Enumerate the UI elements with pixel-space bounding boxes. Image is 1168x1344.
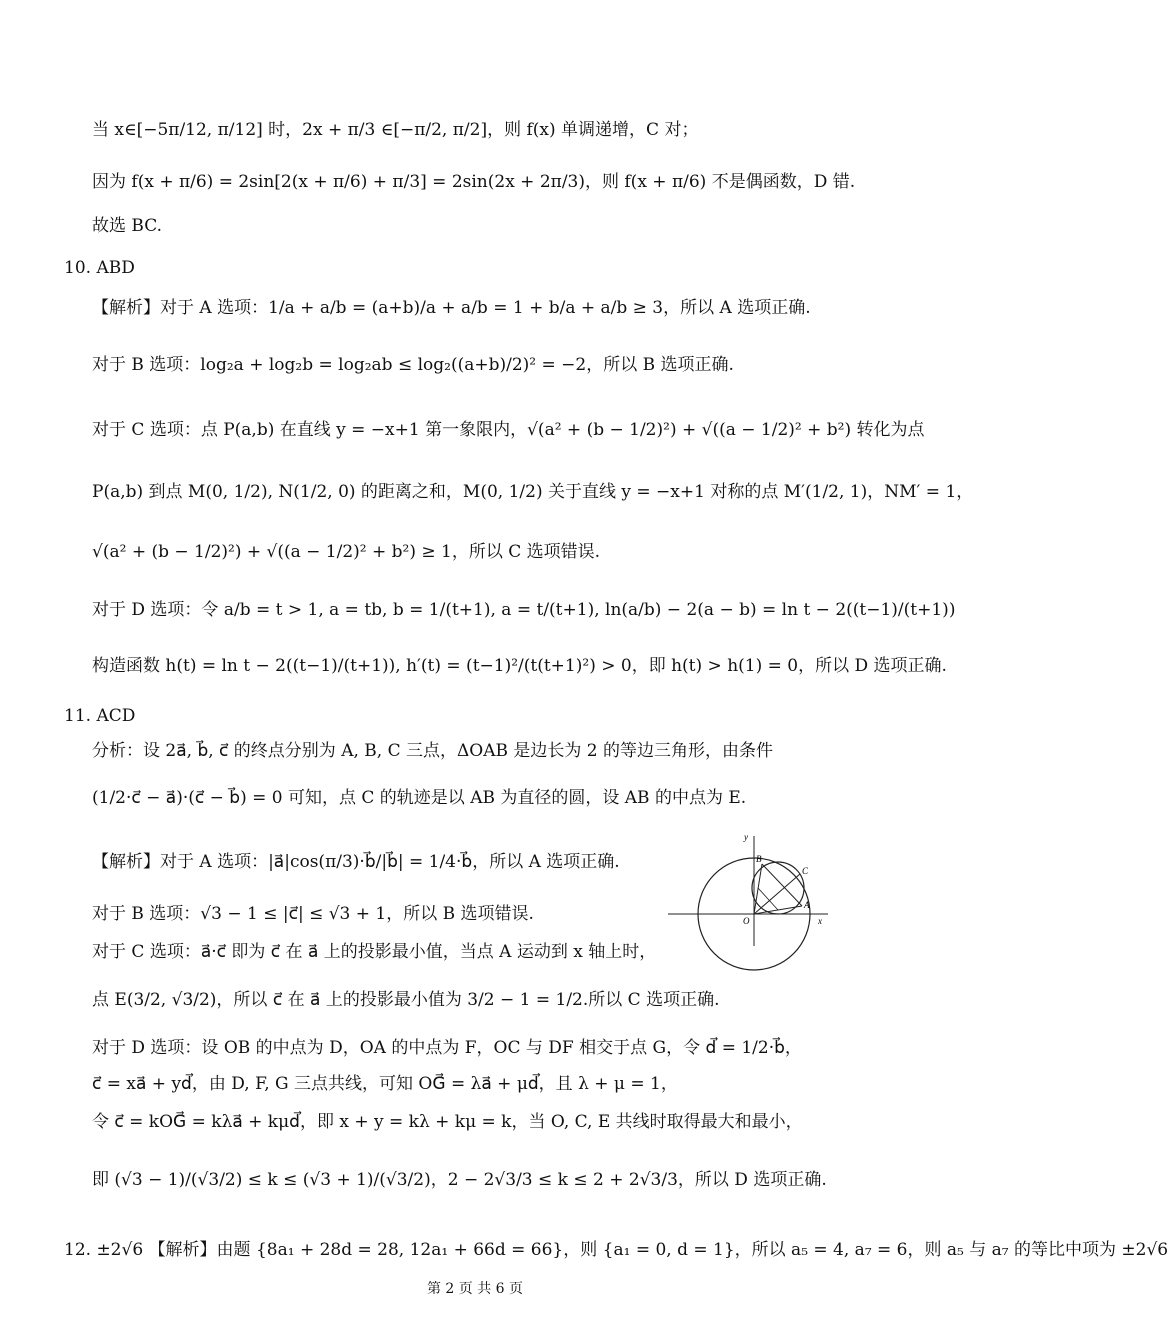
label-x: x (818, 916, 822, 926)
label-O: O (743, 916, 750, 926)
line-11-analysis2: (1/2·c⃗ − a⃗)·(c⃗ − b⃗) = 0 可知，点 C 的轨迹是以 AB 为直径的圆，设 AB 的中点为 E. (92, 788, 747, 808)
line-10-c1: 对于 C 选项：点 P(a,b) 在直线 y = −x+1 第一象限内，√(a² + (b − 1/2)²) + √((a − 1/2)² + b²) 转化为点 (92, 420, 925, 440)
line-11-c2: 点 E(3/2, √3/2)，所以 c⃗ 在 a⃗ 上的投影最小值为 3/2 − 1 = 1/2.所以 C 选项正确. (92, 990, 720, 1010)
line-10-d2: 构造函数 h(t) = ln t − 2((t−1)/(t+1)), h′(t) = (t−1)²/(t(t+1)²) > 0，即 h(t) > h(1) = 0，所以 D 选项正确. (92, 656, 947, 676)
line-11-a: 【解析】对于 A 选项：|a⃗|cos(π/3)·b⃗/|b⃗| = 1/4·b⃗，所以 A 选项正确. (92, 852, 620, 872)
label-C: C (802, 866, 809, 876)
line-11-d2: c⃗ = xa⃗ + yd⃗，由 D, F, G 三点共线，可知 OG⃗ = λa⃗ + μd⃗，且 λ + μ = 1， (92, 1074, 678, 1094)
line-10-a: 【解析】对于 A 选项：1/a + a/b = (a+b)/a + a/b = 1 + b/a + a/b ≥ 3，所以 A 选项正确. (92, 298, 811, 318)
line-11-c1: 对于 C 选项：a⃗·c⃗ 即为 c⃗ 在 a⃗ 上的投影最小值，当点 A 运动到 x 轴上时， (92, 942, 657, 962)
line-11-d3: 令 c⃗ = kOG⃗ = kλa⃗ + kμd⃗，即 x + y = kλ + kμ = k，当 O, C, E 共线时取得最大和最小， (92, 1112, 803, 1132)
vector-circle-figure (668, 828, 834, 948)
line-2: 因为 f(x + π/6) = 2sin[2(x + π/6) + π/3] = 2sin(2x + 2π/3)，则 f(x + π/6) 不是偶函数，D 错. (92, 172, 856, 192)
answer-12: 12. ±2√6 【解析】由题 {8a₁ + 28d = 28, 12a₁ + 66d = 66}，则 {a₁ = 0, d = 1}，所以 a₅ = 4, a₇ = 6，则 a₅ 与 a₇ 的等比中项为 ±2√6 (64, 1240, 1168, 1260)
line-10-b: 对于 B 选项：log₂a + log₂b = log₂ab ≤ log₂((a+b)/2)² = −2，所以 B 选项正确. (92, 355, 734, 375)
label-A: A (804, 900, 810, 910)
line-11-d4: 即 (√3 − 1)/(√3/2) ≤ k ≤ (√3 + 1)/(√3/2)，2 − 2√3/3 ≤ k ≤ 2 + 2√3/3，所以 D 选项正确. (92, 1170, 827, 1190)
line-10-c2: P(a,b) 到点 M(0, 1/2), N(1/2, 0) 的距离之和，M(0, 1/2) 关于直线 y = −x+1 对称的点 M′(1/2, 1)，NM′ = 1， (92, 482, 974, 502)
answer-10: 10. ABD (64, 258, 135, 278)
answer-11: 11. ACD (64, 706, 136, 726)
line-11-b: 对于 B 选项：√3 − 1 ≤ |c⃗| ≤ √3 + 1，所以 B 选项错误. (92, 904, 534, 924)
page-footer: 第 2 页 共 6 页 (426, 1281, 524, 1297)
line-10-c3: √(a² + (b − 1/2)²) + √((a − 1/2)² + b²) ≥ 1，所以 C 选项错误. (92, 542, 601, 562)
label-B: B (756, 854, 762, 864)
line-10-d1: 对于 D 选项：令 a/b = t > 1, a = tb, b = 1/(t+1), a = t/(t+1), ln(a/b) − 2(a − b) = ln t − 2((t−1)/(t+1)) (92, 600, 956, 620)
line-3: 故选 BC. (92, 216, 163, 236)
line-11-analysis1: 分析：设 2a⃗, b⃗, c⃗ 的终点分别为 A, B, C 三点，ΔOAB 是边长为 2 的等边三角形，由条件 (92, 741, 774, 761)
label-y: y (744, 832, 748, 842)
line-1: 当 x∈[−5π/12, π/12] 时，2x + π/3 ∈[−π/2, π/2]，则 f(x) 单调递增，C 对； (92, 120, 699, 140)
line-11-d1: 对于 D 选项：设 OB 的中点为 D，OA 的中点为 F，OC 与 DF 相交于点 G，令 d⃗ = 1/2·b⃗， (92, 1038, 802, 1058)
